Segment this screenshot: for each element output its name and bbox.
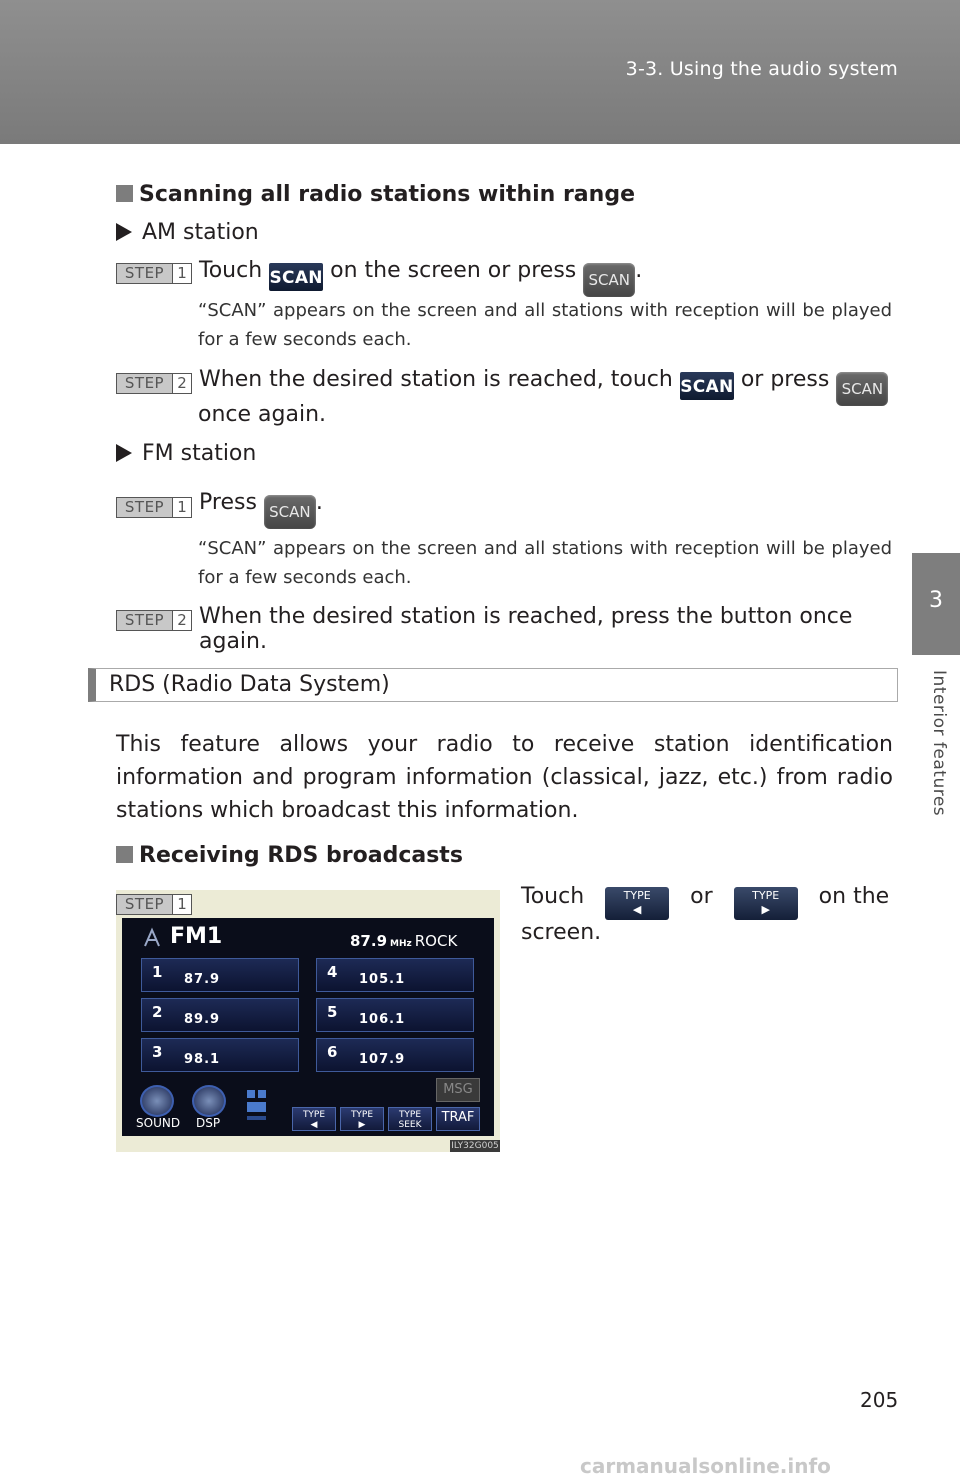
figure-code: ILY32G005 [451,1141,499,1151]
am-step2-text-cont: once again. [198,402,327,427]
dsp-knob-icon[interactable] [192,1085,226,1117]
preset-button[interactable]: 1 87.9 [141,958,299,992]
step-badge: STEP 2 [116,610,192,631]
radio-band: FM1 [170,924,223,949]
rds-step1-text-cont: screen. [521,920,602,945]
equalizer-icon [244,1088,270,1126]
preset-button[interactable]: 2 89.9 [141,998,299,1032]
antenna-icon [142,926,162,948]
step-badge: STEP 1 [116,497,192,518]
scan-hardware-button[interactable]: SCAN [264,495,316,529]
square-bullet-icon [116,185,133,202]
am-step1-note: “SCAN” appears on the screen and all stations with reception will be played for a few seconds each. [198,300,892,350]
scan-screen-button[interactable]: SCAN [680,372,734,400]
preset-button[interactable]: 3 98.1 [141,1038,299,1072]
type-next-button[interactable]: TYPE ▶ [340,1107,384,1131]
current-frequency: 87.9 MHz ROCK [350,932,458,950]
triangle-bullet-icon [116,444,132,462]
fm-step1-note: “SCAN” appears on the screen and all stations with reception will be played for a few seconds each. [198,538,892,588]
rds-heading: Receiving RDS broadcasts [116,843,463,868]
preset-button[interactable]: 4 105.1 [316,958,474,992]
preset-button[interactable]: 5 106.1 [316,998,474,1032]
step-badge: STEP 1 [116,263,192,284]
am-step1-text: Touch SCAN on the screen or press SCAN . [199,258,642,297]
type-prev-button[interactable]: TYPE ◀ [292,1107,336,1131]
dsp-label: DSP [196,1116,221,1130]
chapter-number: 3 [929,588,943,613]
square-bullet-icon [116,846,133,863]
chapter-label: Interior features [929,670,949,817]
fm-step2-text: When the desired station is reached, press the button once again. [199,604,853,654]
header-section-title: 3-3. Using the audio system [625,58,898,80]
page-number: 205 [860,1388,899,1412]
step-badge: STEP 2 [116,373,192,394]
type-prev-screen-button[interactable]: TYPE ◀ [605,887,669,920]
scan-screen-button[interactable]: SCAN [269,263,323,291]
watermark: carmanualsonline.info [580,1454,831,1478]
section-title: RDS (Radio Data System) [109,672,390,697]
fm-step1-text: Press SCAN . [199,490,323,529]
step-badge: STEP 1 [116,894,192,915]
scan-hardware-button[interactable]: SCAN [836,372,888,406]
scanning-heading: Scanning all radio stations within range [116,182,635,207]
type-seek-button[interactable]: TYPE SEEK [388,1107,432,1131]
type-next-screen-button[interactable]: TYPE ▶ [734,887,798,920]
rds-step1-text: Touch TYPE ◀ or TYPE ▶ on the [521,884,893,920]
fm-station-label: FM station [116,441,256,466]
preset-button[interactable]: 6 107.9 [316,1038,474,1072]
am-step2-text: When the desired station is reached, touch SCAN or press SCAN [199,367,893,406]
msg-button[interactable]: MSG [436,1078,480,1102]
scan-hardware-button[interactable]: SCAN [583,263,635,297]
am-station-label: AM station [116,220,259,245]
sound-label: SOUND [136,1116,181,1130]
traf-button[interactable]: TRAF [436,1107,480,1131]
triangle-bullet-icon [116,223,132,241]
rds-intro: This feature allows your radio to receive station identification information and program information (classical, jazz, etc.) from radio stations which broadcast this information. [116,732,893,823]
sound-knob-icon[interactable] [140,1085,174,1117]
